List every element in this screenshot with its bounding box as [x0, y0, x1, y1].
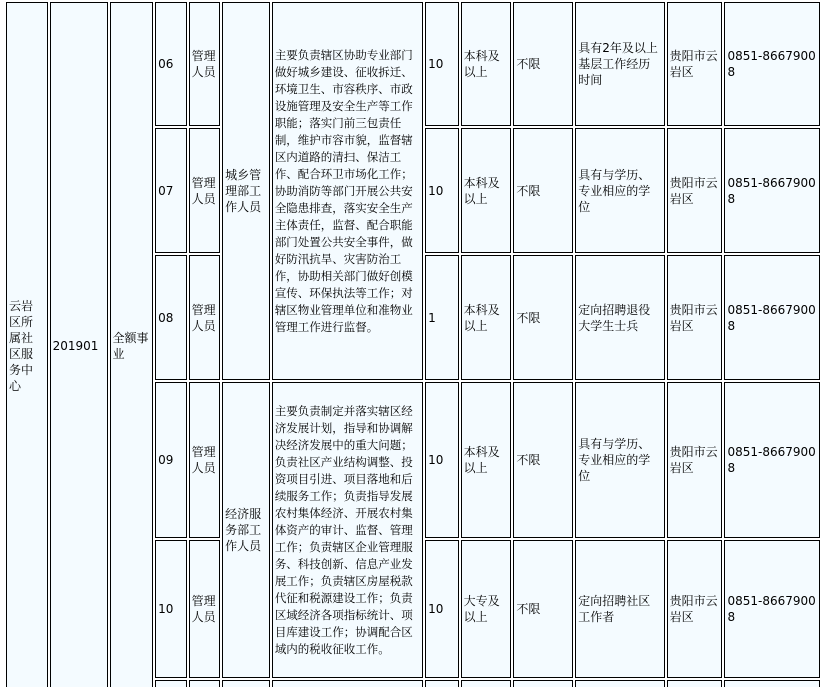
employer-cell: 云岩区所属社区服务中心 [6, 2, 48, 687]
phone-cell: 0851-86679008 [724, 2, 820, 126]
education-cell: 本科及以上 [461, 128, 512, 253]
duties-cell: 主要负责制定并落实辖区经济发展计划，指导和协调解决经济发展中的重大问题；负责社区产业结构调整、投资项目引进、项目落地和后续服务工作；负责指导发展农村集体经济、开展农村集体资产的审计、监督、管理工作；负责辖区企业管理服务、科技创新、信息产业发展工作；负责辖区房屋税款代征和税源建设工作；负责区域经济各项指标统计、项目库建设工作；协调配合区域内的税收征收工作。 [272, 382, 423, 678]
requirement-cell: 定向招聘社区工作者 [575, 540, 664, 678]
position-type-cell: 管理人员 [189, 382, 220, 538]
table-cell [575, 680, 664, 687]
table-cell [461, 680, 512, 687]
funding-type-cell: 全额事业 [110, 2, 154, 687]
education-cell: 本科及以上 [461, 255, 512, 380]
position-category-cell: 经济服务部工作人员 [222, 382, 270, 678]
position-code-cell: 06 [155, 2, 186, 126]
hiring-count-cell: 10 [425, 382, 459, 538]
phone-cell: 0851-86679008 [724, 540, 820, 678]
table-cell [425, 680, 459, 687]
table-cell [513, 680, 573, 687]
recruitment-table [4, 0, 822, 687]
requirement-cell: 定向招聘退役大学生士兵 [575, 255, 664, 380]
table-cell [155, 680, 186, 687]
table-cell [189, 680, 220, 687]
requirement-cell: 具有与学历、专业相应的学位 [575, 382, 664, 538]
position-type-cell: 管理人员 [189, 255, 220, 380]
education-cell: 本科及以上 [461, 382, 512, 538]
location-cell: 贵阳市云岩区 [667, 255, 723, 380]
requirement-cell: 具有2年及以上基层工作经历时间 [575, 2, 664, 126]
table-cell [667, 680, 723, 687]
position-code-cell: 07 [155, 128, 186, 253]
position-code-cell: 09 [155, 382, 186, 538]
degree-cell: 不限 [513, 128, 573, 253]
location-cell: 贵阳市云岩区 [667, 540, 723, 678]
hiring-count-cell: 10 [425, 540, 459, 678]
location-cell: 贵阳市云岩区 [667, 382, 723, 538]
position-type-cell: 管理人员 [189, 128, 220, 253]
position-category-cell: 城乡管理部工作人员 [222, 2, 270, 380]
position-code-cell: 08 [155, 255, 186, 380]
table-row [6, 2, 820, 126]
position-type-cell: 管理人员 [189, 2, 220, 126]
table-cell [272, 680, 423, 687]
position-code-cell: 10 [155, 540, 186, 678]
degree-cell: 不限 [513, 2, 573, 126]
position-type-cell: 管理人员 [189, 540, 220, 678]
hiring-count-cell: 1 [425, 255, 459, 380]
phone-cell: 0851-86679008 [724, 382, 820, 538]
location-cell: 贵阳市云岩区 [667, 2, 723, 126]
education-cell: 大专及以上 [461, 540, 512, 678]
degree-cell: 不限 [513, 382, 573, 538]
table-cell [222, 680, 270, 687]
location-cell: 贵阳市云岩区 [667, 128, 723, 253]
employer-code-cell: 201901 [50, 2, 108, 687]
hiring-count-cell: 10 [425, 2, 459, 126]
requirement-cell: 具有与学历、专业相应的学位 [575, 128, 664, 253]
education-cell: 本科及以上 [461, 2, 512, 126]
table-cell [724, 680, 820, 687]
duties-cell: 主要负责辖区协助专业部门做好城乡建设、征收拆迁、环境卫生、市容秩序、市政设施管理及安全生产等工作职能；落实门前三包责任制，维护市容市貌，监督辖区内道路的清扫、保洁工作、配合环卫市场化工作；协助消防等部门开展公共安全隐患排查，落实安全生产主体责任，监督、配合职能部门处置公共安全事件，做好防汛抗旱、灾害防治工作，协助相关部门做好创模宣传、环保执法等工作；对辖区物业管理单位和准物业管理工作进行监督。 [272, 2, 423, 380]
phone-cell: 0851-86679008 [724, 128, 820, 253]
hiring-count-cell: 10 [425, 128, 459, 253]
degree-cell: 不限 [513, 255, 573, 380]
degree-cell: 不限 [513, 540, 573, 678]
phone-cell: 0851-86679008 [724, 255, 820, 380]
